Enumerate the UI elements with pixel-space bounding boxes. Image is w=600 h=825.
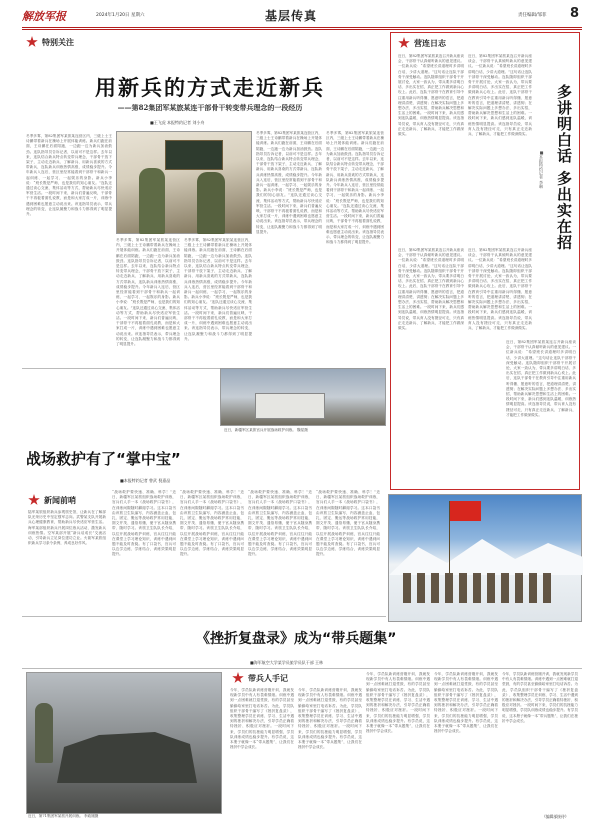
- battlefield-photo: [220, 368, 386, 426]
- masthead-rule-thin: [22, 29, 582, 30]
- column-title: 多讲明白话 多出实在招: [555, 84, 573, 251]
- chalkboard: [165, 140, 223, 170]
- feature-body-right: 冬季多雾，第82集团军某旅某连营区内，三级上士王诗鹏带着新兵在操场上开展体能训练。新兵们跑在前面，王诗鹏在后面陪跑，一边跑一边为新兵加油鼓劲。连队指导员告诉记者，以前可不是这样。去年以来，连队结合新兵特点转变带兵理念，干部骨干放下架子，主动走近新兵、了解新兵、用新兵喜欢的方式带新兵，连队新兵训练热情高涨，成绩稳步提升。今年新兵入连后，营区里经常能看到干部骨干和新兵一起训练、一起学习、一起娱乐的身影。新兵小李说：“班长既是严师，也是我们的知心朋友。”连队还通过谈心交流、集体活动等方式，帮助新兵尽快适应军营生活。一段时间下来，新兵们普遍反映，干部骨干不再板着面孔说教，而是和大家打成一片，训练中遇到困难也愿意主动说出来。该连指导员表示，带兵理念的转变，让连队凝聚力和战斗力都得到了明显提升。: [256, 131, 322, 234]
- column-body-4: 近日，第82集团军某旅某连召开新兵座谈会，干部骨干认真倾听新兵的意见建议。一位新兵说：“希望班长讲道理时多讲明白话，少讲大道理。”这句话让连队干部骨干深受触动。连队随即组织干部骨干开展讨论，大家一致认为，带兵要多讲明白话、多出实在招，真正把工作做到新兵心坎上。此后，连队干部骨干在教育引导中注重用新兵听得懂、愿意听的语言，把道理讲清楚、讲透彻；在解决实际问题上多想办法、多出实招，帮助新兵解决思想和生活上的困难。一段时间下来，新兵们感到连队温暖，训练热情明显提高。该连指导员说，带兵育人没有捷径可走，只有真正走近新兵、了解新兵，才能把工作做深做实。: [468, 248, 532, 331]
- page-number: 8: [570, 6, 580, 21]
- feature-title: 用新兵的方式走近新兵: [95, 76, 325, 100]
- article2-title: 战场救护有了“掌中宝”: [26, 450, 181, 468]
- training-photo-caption: 近日，第71集团军某旅开展训练。 李政刚摄: [28, 814, 99, 818]
- editor-credit: 责任编辑/邹菲: [518, 13, 547, 18]
- feature-body-right2: 冬季多雾，第82集团军某旅某连营区内，三级上士王诗鹏带着新兵在操场上开展体能训练。新兵们跑在前面，王诗鹏在后面陪跑，一边跑一边为新兵加油鼓劲。连队指导员告诉记者，以前可不是这样。去年以来，连队结合新兵特点转变带兵理念，干部骨干放下架子，主动走近新兵、了解新兵、用新兵喜欢的方式带新兵，连队新兵训练热情高涨，成绩稳步提升。今年新兵入连后，营区里经常能看到干部骨干和新兵一起训练、一起学习、一起娱乐的身影。新兵小李说：“班长既是严师，也是我们的知心朋友。”连队还通过谈心交流、集体活动等方式，帮助新兵尽快适应军营生活。一段时间下来，新兵们普遍反映，干部骨干不再板着面孔说教，而是和大家打成一片，训练中遇到困难也愿意主动说出来。该连指导员表示，带兵理念的转变，让连队凝聚力和战斗力都得到了明显提升。: [326, 131, 384, 245]
- news-tag-label: 新闻前哨: [44, 495, 76, 505]
- star-icon: [232, 672, 244, 684]
- article2-body-2: “战场救护要快速、准确、科学！”近日，新疆军区某旅组织战场救护训练，官兵们人手一本《战场救护口袋书》，在训练间隙随时翻阅学习。这本口袋书由该旅卫生队编写，内容涵盖止血、包扎、固定、搬运等战场救护常用技能，图文并茂、通俗易懂，便于官兵随身携带、随时学习。该旅卫生队队长介绍，以往开展战场救护训练，官兵往往只能在课堂上学习理论知识，训练中遇到问题不能及时查阅。有了口袋书，官兵可以边学边练、学练结合，训练效果明显提升。: [112, 490, 176, 557]
- article4-body-5: 今年，学员队新训练营刚开训，我就发现新学员中有人有畏难情绪。训练中遇到一点困难就打退堂鼓，有的学员甚至偷偷给家里打电话诉苦。为此，学员队组织干部骨干编写了《挫折复盘录》，收集整理学员在训练、学习、生活中遇到的挫折和解决办法，引导学员正确看待挫折、积极应对挫折。一段时间下来，学员们的抗挫能力明显增强，学员队训练成绩也稳步提升。有学员说，这本册子就像一本“带兵题集”，让我们在挫折中学会成长。: [502, 672, 578, 723]
- column-body-2: 近日，第82集团军某旅某连召开新兵座谈会，干部骨干认真倾听新兵的意见建议。一位新兵说：“希望班长讲道理时多讲明白话，少讲大道理。”这句话让连队干部骨干深受触动。连队随即组织干部骨干开展讨论，大家一致认为，带兵要多讲明白话、多出实在招，真正把工作做到新兵心坎上。此后，连队干部骨干在教育引导中注重用新兵听得懂、愿意听的语言，把道理讲清楚、讲透彻；在解决实际问题上多想办法、多出实招，帮助新兵解决思想和生活上的困难。一段时间下来，新兵们感到连队温暖，训练热情明显提高。该连指导员说，带兵育人没有捷径可走，只有真正走近新兵、了解新兵，才能把工作做深做实。: [468, 54, 532, 137]
- feature-photo: [116, 131, 252, 234]
- column-body-3: 近日，第82集团军某旅某连召开新兵座谈会，干部骨干认真倾听新兵的意见建议。一位新兵说：“希望班长讲道理时多讲明白话，少讲大道理。”这句话让连队干部骨干深受触动。连队随即组织干部骨干开展讨论，大家一致认为，带兵要多讲明白话、多出实在招，真正把工作做到新兵心坎上。此后，连队干部骨干在教育引导中注重用新兵听得懂、愿意听的语言，把道理讲清楚、讲透彻；在解决实际问题上多想办法、多出实招，帮助新兵解决思想和生活上的困难。一段时间下来，新兵们感到连队温暖，训练热情明显提高。该连指导员说，带兵育人没有捷径可走，只有真正走近新兵、了解新兵，才能把工作做深做实。: [398, 248, 464, 331]
- article4-body-3: 今年，学员队新训练营刚开训，我就发现新学员中有人有畏难情绪。训练中遇到一点困难就打退堂鼓，有的学员甚至偷偷给家里打电话诉苦。为此，学员队组织干部骨干编写了《挫折复盘录》，收集整理学员在训练、学习、生活中遇到的挫折和解决办法，引导学员正确看待挫折、积极应对挫折。一段时间下来，学员们的抗挫能力明显增强，学员队训练成绩也稳步提升。有学员说，这本册子就像一本“带兵题集”，让我们在挫折中学会成长。: [366, 672, 430, 734]
- ambulance-vehicle: [255, 393, 325, 419]
- star-icon: [26, 36, 38, 48]
- news-body: 陆军某旅组织新兵参观旅史馆，让新兵在了解部队光荣历史中坚定强军志向。武警某支队开展新兵心理健康教育，帮助新兵尽快适应军营生活。海军某部组织新兵开展岗位练兵活动，激发新兵训练热情。空军某部开展“新兵话成长”交流活动，引导新兵立足岗位建功立业。火箭军某旅组织新兵学习条令条例，养成良好作风。: [28, 510, 106, 546]
- article4-body-2: 今年，学员队新训练营刚开训，我就发现新学员中有人有畏难情绪。训练中遇到一点困难就打退堂鼓，有的学员甚至偷偷给家里打电话诉苦。为此，学员队组织干部骨干编写了《挫折复盘录》，收集整理学员在训练、学习、生活中遇到的挫折和解决办法，引导学员正确看待挫折、积极应对挫折。一段时间下来，学员们的抗挫能力明显增强，学员队训练成绩也稳步提升。有学员说，这本册子就像一本“带兵题集”，让我们在挫折中学会成长。: [298, 688, 362, 750]
- article2-byline: ■本报特约记者 曾武 倪嘉品: [120, 478, 171, 483]
- battlefield-photo-caption: 近日，新疆军区某旅官兵开展战场救护训练。 魏星摄: [224, 428, 308, 432]
- masthead-rule: [22, 27, 582, 28]
- feature-tag-label: 特别关注: [42, 37, 74, 47]
- feature-body-left: 冬季多雾，第82集团军某旅某连营区内，三级上士王诗鹏带着新兵在操场上开展体能训练。新兵们跑在前面，王诗鹏在后面陪跑，一边跑一边为新兵加油鼓劲。连队指导员告诉记者，以前可不是这样。去年以来，连队结合新兵特点转变带兵理念，干部骨干放下架子，主动走近新兵、了解新兵、用新兵喜欢的方式带新兵，连队新兵训练热情高涨，成绩稳步提升。今年新兵入连后，营区里经常能看到干部骨干和新兵一起训练、一起学习、一起娱乐的身影。新兵小李说：“班长既是严师，也是我们的知心朋友。”连队还通过谈心交流、集体活动等方式，帮助新兵尽快适应军营生活。一段时间下来，新兵们普遍反映，干部骨干不再板着面孔说教，而是和大家打成一片，训练中遇到困难也愿意主动说出来。该连指导员表示，带兵理念的转变，让连队凝聚力和战斗力都得到了明显提升。: [26, 134, 112, 217]
- news-section-tag: [28, 494, 76, 506]
- article3-byline: ■海军航空大学某学员旅学员队干部 王林: [250, 660, 324, 665]
- section-title: 基层传真: [265, 9, 318, 23]
- horse-soldiers: [403, 573, 553, 603]
- training-photo: [26, 672, 222, 814]
- article4-section-tag: [232, 672, 288, 684]
- divider: [22, 616, 386, 617]
- column-byline: ■本报特约记者 李琳: [539, 150, 544, 189]
- article2-body-4: “战场救护要快速、准确、科学！”近日，新疆军区某旅组织战场救护训练，官兵们人手一本《战场救护口袋书》，在训练间隙随时翻阅学习。这本口袋书由该旅卫生队编写，内容涵盖止血、包扎、固定、搬运等战场救护常用技能，图文并茂、通俗易懂，便于官兵随身携带、随时学习。该旅卫生队队长介绍，以往开展战场救护训练，官兵往往只能在课堂上学习理论知识，训练中遇到问题不能及时查阅。有了口袋书，官兵可以边学边练、学练结合，训练效果明显提升。: [248, 490, 312, 557]
- soldier-figure: [197, 172, 225, 234]
- feature-byline: ■王飞虎 本报特约记者 刘小舟: [150, 120, 205, 125]
- column-tag-label: 营连日志: [414, 38, 446, 48]
- soldier-figure: [35, 703, 53, 763]
- column-body-1: 近日，第82集团军某旅某连召开新兵座谈会，干部骨干认真倾听新兵的意见建议。一位新兵说：“希望班长讲道理时多讲明白话，少讲大道理。”这句话让连队干部骨干深受触动。连队随即组织干部骨干开展讨论，大家一致认为，带兵要多讲明白话、多出实在招，真正把工作做到新兵心坎上。此后，连队干部骨干在教育引导中注重用新兵听得懂、愿意听的语言，把道理讲清楚、讲透彻；在解决实际问题上多想办法、多出实招，帮助新兵解决思想和生活上的困难。一段时间下来，新兵们感到连队温暖，训练热情明显提高。该连指导员说，带兵育人没有捷径可走，只有真正走近新兵、了解新兵，才能把工作做深做实。: [398, 54, 464, 137]
- flag-pole: [449, 501, 450, 573]
- soldier-figure: [139, 168, 165, 234]
- feature-subtitle: ——第82集团军某旅某连干部骨干转变带兵理念的一段经历: [117, 103, 303, 112]
- feature-body-mid2: 冬季多雾，第82集团军某旅某连营区内，三级上士王诗鹏带着新兵在操场上开展体能训练。新兵们跑在前面，王诗鹏在后面陪跑，一边跑一边为新兵加油鼓劲。连队指导员告诉记者，以前可不是这样。去年以来，连队结合新兵特点转变带兵理念，干部骨干放下架子，主动走近新兵、了解新兵、用新兵喜欢的方式带新兵，连队新兵训练热情高涨，成绩稳步提升。今年新兵入连后，营区里经常能看到干部骨干和新兵一起训练、一起学习、一起娱乐的身影。新兵小李说：“班长既是严师，也是我们的知心朋友。”连队还通过谈心交流、集体活动等方式，帮助新兵尽快适应军营生活。一段时间下来，新兵们普遍反映，干部骨干不再板着面孔说教，而是和大家打成一片，训练中遇到困难也愿意主动说出来。该连指导员表示，带兵理念的转变，让连队凝聚力和战斗力都得到了明显提升。: [184, 238, 252, 341]
- star-icon: [398, 37, 410, 49]
- star-icon: [28, 494, 40, 506]
- article4-body-1: 今年，学员队新训练营刚开训，我就发现新学员中有人有畏难情绪。训练中遇到一点困难就打退堂鼓，有的学员甚至偷偷给家里打电话诉苦。为此，学员队组织干部骨干编写了《挫折复盘录》，收集整理学员在训练、学习、生活中遇到的挫折和解决办法，引导学员正确看待挫折、积极应对挫折。一段时间下来，学员们的抗挫能力明显增强，学员队训练成绩也稳步提升。有学员说，这本册子就像一本“带兵题集”，让我们在挫折中学会成长。: [230, 688, 294, 750]
- column-body-5: 近日，第82集团军某旅某连召开新兵座谈会，干部骨干认真倾听新兵的意见建议。一位新兵说：“希望班长讲道理时多讲明白话，少讲大道理。”这句话让连队干部骨干深受触动。连队随即组织干部骨干开展讨论，大家一致认为，带兵要多讲明白话、多出实在招，真正把工作做到新兵心坎上。此后，连队干部骨干在教育引导中注重用新兵听得懂、愿意听的语言，把道理讲清楚、讲透彻；在解决实际问题上多想办法、多出实招，帮助新兵解决思想和生活上的困难。一段时间下来，新兵们感到连队温暖，训练热情明显提高。该连指导员说，带兵育人没有捷径可走，只有真正走近新兵、了解新兵，才能把工作做深做实。: [506, 340, 576, 417]
- armored-vehicle: [57, 723, 197, 783]
- article2-body-3: “战场救护要快速、准确、科学！”近日，新疆军区某旅组织战场救护训练，官兵们人手一本《战场救护口袋书》，在训练间隙随时翻阅学习。这本口袋书由该旅卫生队编写，内容涵盖止血、包扎、固定、搬运等战场救护常用技能，图文并茂、通俗易懂，便于官兵随身携带、随时学习。该旅卫生队队长介绍，以往开展战场救护训练，官兵往往只能在课堂上学习理论知识，训练中遇到问题不能及时查阅。有了口袋书，官兵可以边学边练、学练结合，训练效果明显提升。: [180, 490, 244, 557]
- article2-body-5: “战场救护要快速、准确、科学！”近日，新疆军区某旅组织战场救护训练，官兵们人手一本《战场救护口袋书》，在训练间隙随时翻阅学习。这本口袋书由该旅卫生队编写，内容涵盖止血、包扎、固定、搬运等战场救护常用技能，图文并茂、通俗易懂，便于官兵随身携带、随时学习。该旅卫生队队长介绍，以往开展战场救护训练，官兵往往只能在课堂上学习理论知识，训练中遇到问题不能及时查阅。有了口袋书，官兵可以边学边练、学练结合，训练效果明显提升。: [316, 490, 380, 557]
- newspaper-logo: 解放军报: [22, 10, 66, 23]
- masthead: [22, 6, 582, 26]
- divider: [22, 668, 582, 669]
- issue-date: 2024年1月20日 星期六: [96, 13, 145, 18]
- feature-body-mid: 冬季多雾，第82集团军某旅某连营区内，三级上士王诗鹏带着新兵在操场上开展体能训练。新兵们跑在前面，王诗鹏在后面陪跑，一边跑一边为新兵加油鼓劲。连队指导员告诉记者，以前可不是这样。去年以来，连队结合新兵特点转变带兵理念，干部骨干放下架子，主动走近新兵、了解新兵、用新兵喜欢的方式带新兵，连队新兵训练热情高涨，成绩稳步提升。今年新兵入连后，营区里经常能看到干部骨干和新兵一起训练、一起学习、一起娱乐的身影。新兵小李说：“班长既是严师，也是我们的知心朋友。”连队还通过谈心交流、集体活动等方式，帮助新兵尽快适应军营生活。一段时间下来，新兵们普遍反映，干部骨干不再板着面孔说教，而是和大家打成一片，训练中遇到困难也愿意主动说出来。该连指导员表示，带兵理念的转变，让连队凝聚力和战斗力都得到了明显提升。: [116, 238, 180, 347]
- feature-section-tag: [26, 36, 74, 48]
- column-section-tag: [398, 37, 446, 49]
- snow-horse-photo: [388, 494, 582, 622]
- mountain-ridge: [389, 535, 583, 575]
- article3-title: 《挫折复盘录》成为“带兵题集”: [196, 631, 397, 647]
- flag-icon: [449, 501, 481, 521]
- article4-tag-label: 带兵人手记: [248, 673, 288, 683]
- article4-body-4: 今年，学员队新训练营刚开训，我就发现新学员中有人有畏难情绪。训练中遇到一点困难就打退堂鼓，有的学员甚至偷偷给家里打电话诉苦。为此，学员队组织干部骨干编写了《挫折复盘录》，收集整理学员在训练、学习、生活中遇到的挫折和解决办法，引导学员正确看待挫折、积极应对挫折。一段时间下来，学员们的抗挫能力明显增强，学员队训练成绩也稳步提升。有学员说，这本册子就像一本“带兵题集”，让我们在挫折中学会成长。: [434, 672, 498, 734]
- footer-note: 《编辑部接待》: [542, 814, 569, 819]
